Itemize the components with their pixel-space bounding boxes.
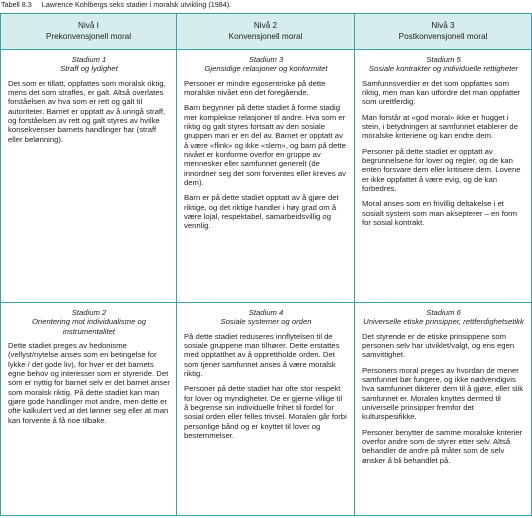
stage-heading [362, 55, 525, 74]
stage-title: Gjensidige relasjoner og konformitet [204, 64, 328, 74]
stage-cell-1 [1, 49, 177, 302]
header-level-label: Nivå 3 [431, 21, 455, 31]
stage-paragraph: Personer benytter de samme moralske kriterier overfor andre som de styrer etter selv. Altså behandler de andre på måter som de selv ønsker å bli behandlet på. [362, 427, 523, 465]
stage-title: Straff og lydighet [60, 64, 118, 74]
header-level-label: Nivå 2 [253, 21, 278, 31]
header-level-name: Prekonvensjonell moral [45, 31, 132, 41]
stage-paragraph: Det som er tillatt, oppfattes som moralsk riktig, mens det som straffes, er galt. Altså overlates forståelsen av hva som er rett og galt til autoriteter. Barnet er opptatt av å unngå straff, og forståelsen av rett og galt styres av hvilke konsekvenser barnets handlinger har (straff eller belønning). [8, 78, 166, 144]
stage-paragraph: På dette stadiet reduseres innflytelsen til de sosiale gruppene man tilhører. Dette erstattes med opptatthet av å opprettholde orden. Det som tjener samfunnet anses å være moralsk riktig. [184, 331, 340, 378]
caption-label: Tabell 8.3 [1, 0, 32, 9]
kohlberg-stages-table [0, 13, 532, 516]
header-level-3 [355, 14, 531, 49]
stage-cell-3 [177, 49, 355, 302]
stage-number: Stadium 4 [248, 308, 284, 317]
stage-paragraph: Dette stadiet preges av hedonisme (vellyst/nytelse anses som en betingelse for lykke / det gode liv), for hver er det barnets egne behov og interesser som er styrende. Det som er nyttig for barnet selv er det barnet anser som moralsk riktig. På dette stadiet kan man gjøre gode handlinger mot andre, men dette er ofte kalkulert ved at det lønner seg eller at man kan forvente å få noe tilbake. [8, 340, 170, 425]
stage-paragraph: Personer på dette stadiet har ofte stor respekt for lover og myndigheter. De er gjerne villige til å begrense sin individuelle frihet til fordel for sosial orden eller felles trivsel. Moralen går forbi personlige bånd og er knyttet til lover og bestemmelser. [184, 384, 347, 441]
stage-cell-2 [1, 302, 177, 515]
stage-paragraph: Personer er mindre egosentriske på dette moralske nivået enn det foregående. [184, 78, 326, 97]
stage-heading [184, 55, 348, 74]
stage-title: Sosiale systemer og orden [220, 317, 312, 327]
stage-number: Stadium 5 [426, 55, 461, 64]
stage-cell-4 [177, 302, 355, 515]
stage-paragraph: Man forstår at «god moral» ikke er hugget i stein, i betydningen at samfunnet etablerer de moralske kriteriene og kan endre dem. [362, 112, 518, 141]
header-level-name: Konvensjonell moral [228, 31, 303, 41]
stage-cell-6 [355, 302, 531, 515]
stage-number: Stadium 6 [426, 308, 461, 317]
stage-number: Stadium 3 [248, 55, 284, 64]
header-level-name: Postkonvensjonell moral [398, 31, 488, 41]
stage-paragraph: Det styrende er de etiske prinsippene som personen selv har utviklet/valgt, og ens egen samvittighet. [362, 331, 515, 360]
table-caption [1, 0, 231, 10]
stage-paragraph: Barn begynner på dette stadiet å forme stadig mer komplekse relasjoner til andre. Hva som er riktig og galt styres fortsatt av den sosiale gruppen man er en del av. Barnet er opptatt av å være «flink» og ikke «slem», og barn på dette nivået er konforme overfor en gruppe av mennesker eller samfunnet generelt (de innordner seg det som forventes eller kreves av dem). [184, 103, 346, 188]
stage-paragraph: Personer på dette stadiet er opptatt av begrunnelsene for lover og regler, og de kan enten forsvare dem eller kritisere dem. Lovene er ikke oppfattet å være evig, og de kan forbedres. [362, 146, 521, 194]
stage-heading [8, 55, 170, 74]
stage-paragraph: Samfunnsverdier er det som oppfattes som riktig, men man kan utfordre det man oppfatter som urettferdig. [362, 78, 521, 107]
stage-paragraph: Personers moral preges av hvordan de mener samfunnet bør fungere, og ikke nødvendigvis hva samfunnet dikterer dem til å gjøre, eller slik samfunnet er. Moralen knyttes dermed til universelle prinsipper fremfor det kulturspesifikke. [362, 365, 524, 422]
header-level-1 [1, 14, 177, 49]
stage-title: Orientering mot individualisme og instrumentalitet [31, 317, 147, 336]
stage-number: Stadium 1 [71, 55, 107, 64]
stage-heading [184, 308, 348, 327]
stage-paragraph: Moral anses som en frivillig deltakelse i et sosialt system som man aksepterer – en form for sosial kontrakt. [362, 199, 518, 228]
stage-paragraph: Barn er på dette stadiet opptatt av å gjøre det riktige, og det riktige handler i høy grad om å være lojal, respektabel, samarbeidsvillig og vennlig. [184, 193, 339, 231]
caption-title: Lawrence Kohlbergs seks stadier i moralsk utvikling (1984). [41, 0, 232, 9]
stage-number: Stadium 2 [71, 308, 107, 317]
header-level-label: Nivå I [78, 21, 99, 31]
stage-heading [362, 308, 525, 327]
header-level-2 [177, 14, 355, 49]
stage-title: Universelle etiske prinsipper, rettferdighetsetikk [363, 317, 524, 327]
stage-cell-5 [355, 49, 531, 302]
stage-title: Sosiale kontrakter og individuelle rettigheter [368, 64, 519, 74]
stage-heading [8, 308, 170, 336]
